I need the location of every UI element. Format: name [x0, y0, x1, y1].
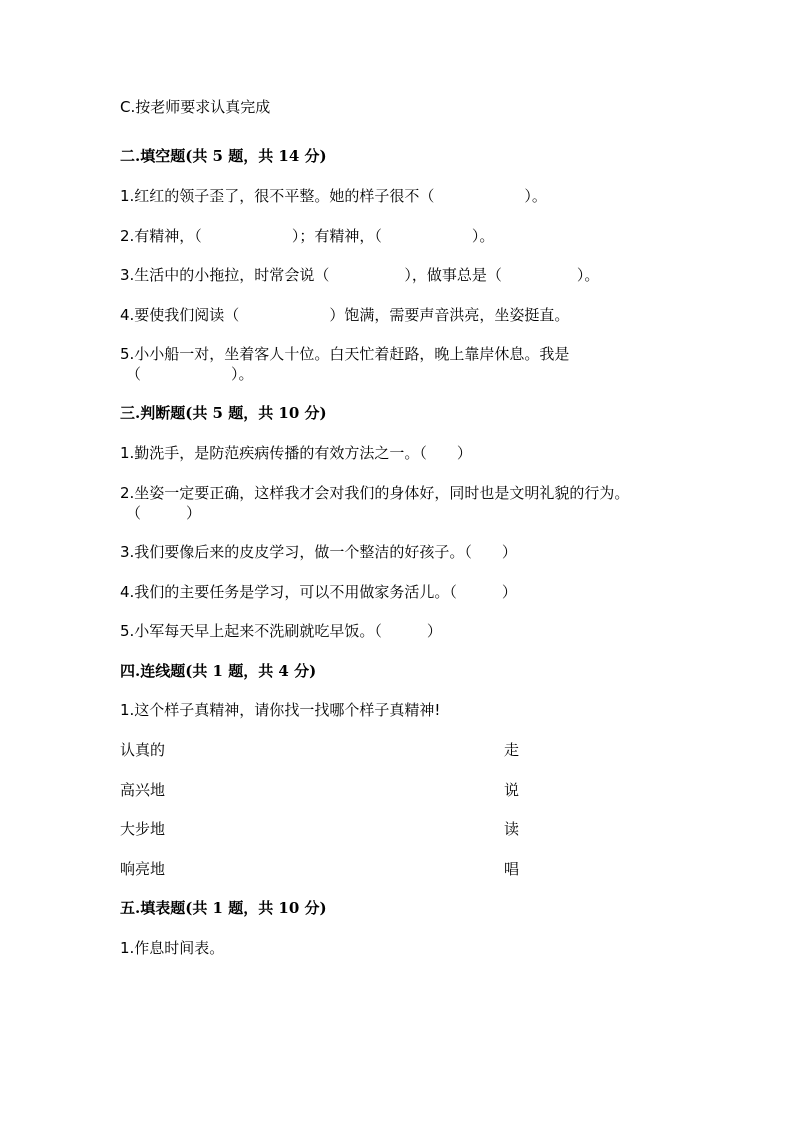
fill-blank-q3: 3.生活中的小拖拉，时常会说（ ），做事总是（ ）。 [120, 266, 600, 284]
true-false-q1: 1.勤洗手，是防范疾病传播的有效方法之一。（ ） [120, 444, 472, 462]
section-table-heading: 五.填表题(共 1 题，共 10 分) [120, 899, 327, 917]
matching-left-item: 大步地 [120, 820, 166, 838]
true-false-q5: 5.小军每天早上起来不洗刷就吃早饭。（ ） [120, 622, 442, 640]
true-false-q2-line2: （ ） [126, 504, 202, 522]
matching-right-item: 唱 [504, 860, 520, 878]
fill-blank-q5-line2: （ ）。 [126, 365, 254, 383]
true-false-q2-line1: 2.坐姿一定要正确，这样我才会对我们的身体好，同时也是文明礼貌的行为。 [120, 484, 630, 502]
section-matching-heading: 四.连线题(共 1 题，共 4 分) [120, 662, 317, 680]
fill-blank-q2: 2.有精神，（ ）；有精神，（ ）。 [120, 227, 495, 245]
section-true-false-heading: 三.判断题(共 5 题，共 10 分) [120, 404, 327, 422]
fill-blank-q4: 4.要使我们阅读（ ）饱满，需要声音洪亮，坐姿挺直。 [120, 306, 570, 324]
fill-blank-q1: 1.红红的领子歪了，很不平整。她的样子很不（ ）。 [120, 187, 547, 205]
matching-right-item: 读 [504, 820, 520, 838]
matching-left-item: 高兴地 [120, 781, 166, 799]
fill-blank-q5-line1: 5.小小船一对，坐着客人十位。白天忙着赶路，晚上靠岸休息。我是 [120, 345, 570, 363]
matching-right-item: 说 [504, 781, 520, 799]
matching-left-item: 认真的 [120, 741, 166, 759]
table-prompt: 1.作息时间表。 [120, 939, 225, 957]
matching-right-item: 走 [504, 741, 520, 759]
option-c: C.按老师要求认真完成 [120, 98, 271, 116]
true-false-q3: 3.我们要像后来的皮皮学习，做一个整洁的好孩子。（ ） [120, 543, 517, 561]
matching-prompt: 1.这个样子真精神，请你找一找哪个样子真精神! [120, 701, 441, 719]
section-fill-blank-heading: 二.填空题(共 5 题，共 14 分) [120, 147, 327, 165]
matching-left-item: 响亮地 [120, 860, 166, 878]
true-false-q4: 4.我们的主要任务是学习，可以不用做家务活儿。（ ） [120, 583, 517, 601]
